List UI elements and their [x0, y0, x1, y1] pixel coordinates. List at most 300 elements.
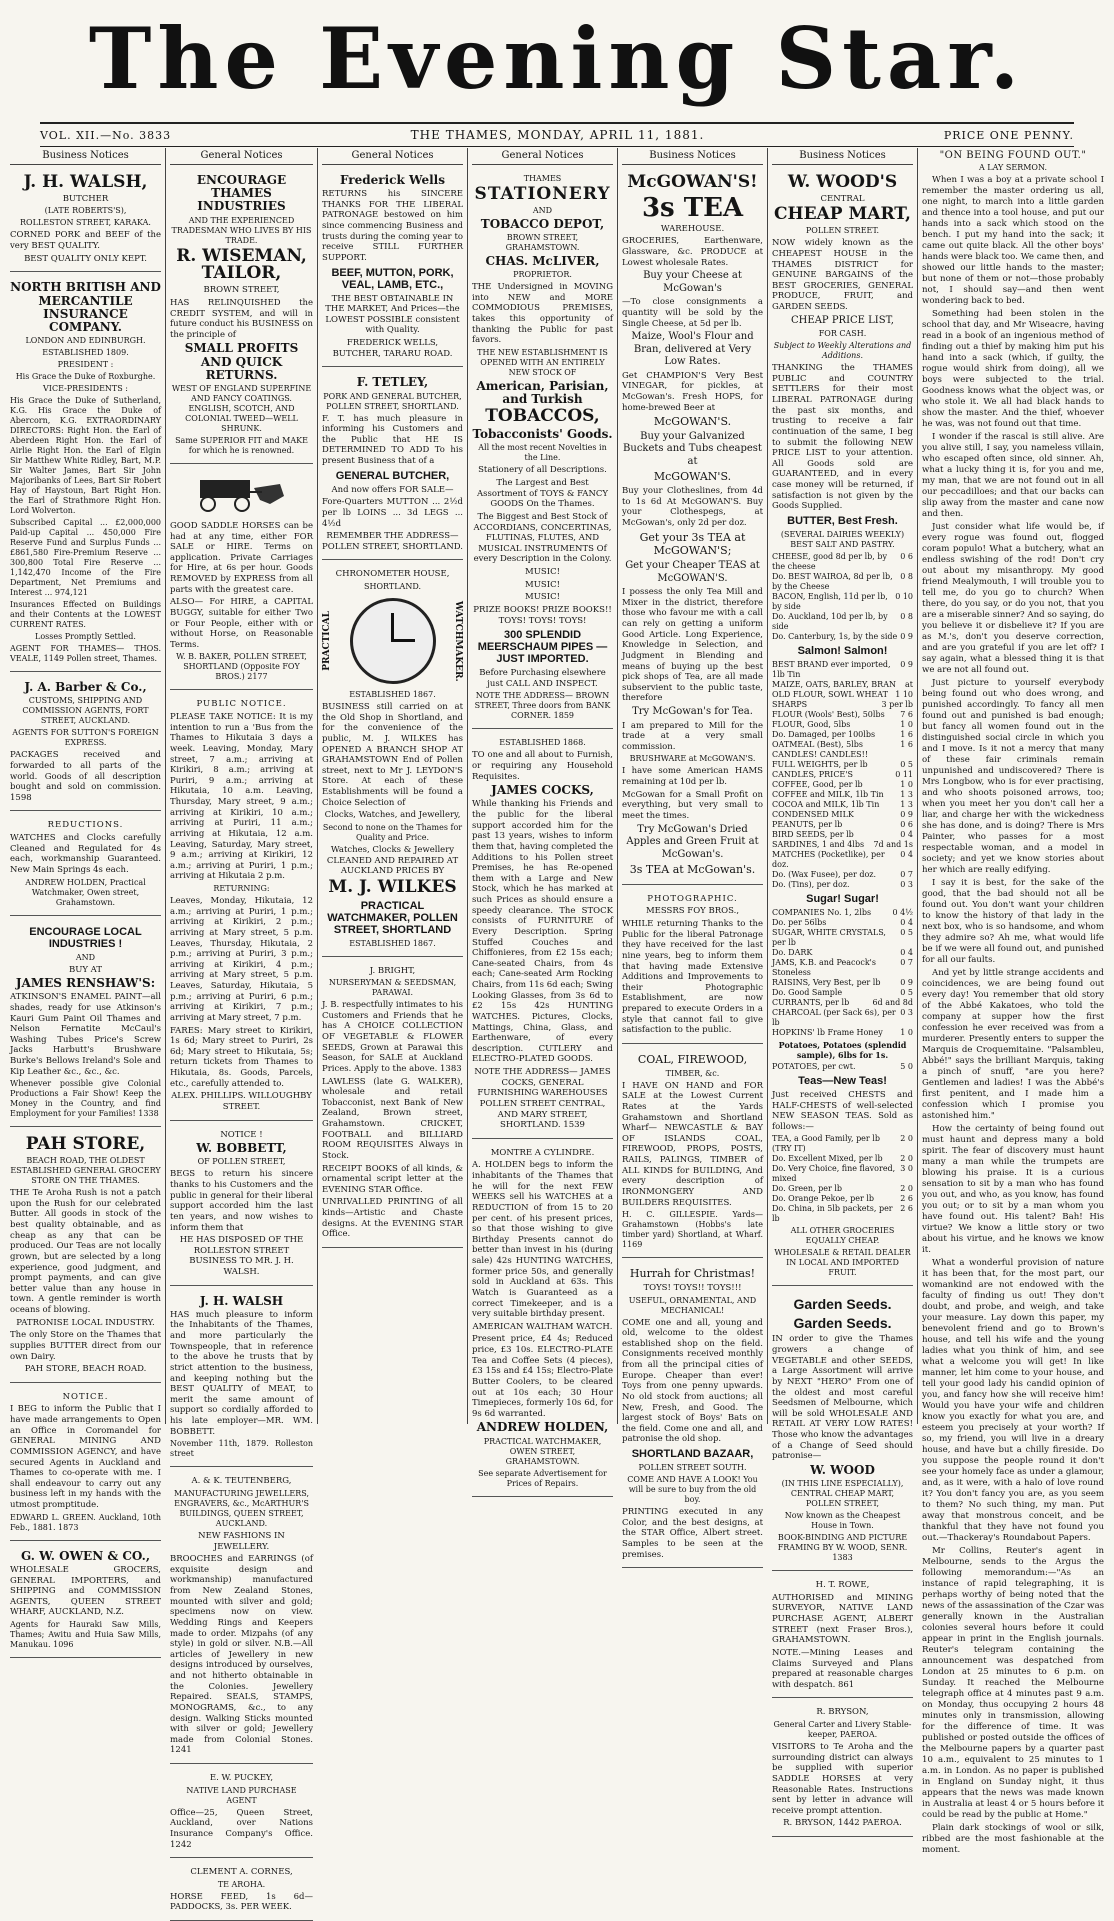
- ad-text: WEST OF ENGLAND SUPERFINE AND FANCY COATINGS. ENGLISH, SCOTCH, AND COLONIAL TWEED—WELL SHRUNK.: [171, 383, 312, 433]
- price-value: 0 4: [900, 917, 913, 927]
- ad-president-label: PRESIDENT :: [57, 360, 114, 370]
- price-row: [772, 830, 913, 840]
- ad-meats: BEEF, MUTTON, PORK, VEAL, LAMB, ETC.,: [331, 266, 454, 291]
- article-paragraph: When I was a boy at a private school I remember the master ordering us all, one night, to march into a little garden and thence into a tool house, and put our hands into a sack which stood on the bench. I put my hand into the sack; it came out quite black. All the other boys' hands were black too. We came then, and showed our little hands to the master; but none of them or not—those probably not, I should say—and then went wondering back to bed.: [922, 175, 1104, 306]
- ad-brush: BRUSHWARE at McGOWAN'S.: [629, 754, 756, 764]
- ad-name: MESSRS FOY BROS.,: [645, 906, 740, 917]
- ad-text: I am prepared to Mill for the trade at a very small commission.: [622, 720, 763, 752]
- ad-title: ENCOURAGE LOCAL INDUSTRIES !: [29, 925, 142, 950]
- ad-sign: EDWARD L. GREEN. Auckland, 10th Feb., 1881. 1873: [10, 1512, 161, 1532]
- ad-sub: TIMBER, &c.: [665, 1068, 720, 1078]
- ad-music: MUSIC!: [525, 567, 560, 577]
- ad-foot: Before Purchasing elsewhere just CALL AND INSPECT.: [479, 668, 606, 689]
- price-row: [772, 660, 913, 680]
- ad-title: McGOWAN'S!: [627, 172, 758, 192]
- ad-text: BUSINESS still carried on at the Old Shop in Shortland, and for the convenience of the public, M. J. WILKES has OPENED A BRANCH SHOP AT GRAHAMSTOWN End of Pollen street, next to Mr J. LEYDON'S Store. At each of these Establishments will be found a Choice Selection of: [322, 702, 463, 808]
- ad-owen: [10, 1545, 161, 1658]
- price-value: 0 7: [900, 957, 913, 967]
- ad-text: THE BEST OBTAINABLE IN THE MARKET, And Prices—the LOWEST POSSIBLE consistent with Quality.: [325, 293, 460, 336]
- ad-sub: SHORTLAND.: [364, 582, 421, 591]
- price-value: 0 6: [900, 551, 913, 561]
- ad-title: H. T. ROWE,: [815, 1580, 870, 1591]
- ad-capital: Subscribed Capital ... £2,000,000 Paid-up Capital ... 450,000 Fire Reserve Fund and Surplus Funds ... £861,580 Fire-Premium Reserve ... 300,800 Total Fire Reserve ... 1,142,470 Income of the Fire Department, Net Premiums and Interest ... 974,121: [10, 518, 161, 598]
- article-paragraph: Mr Collins, Reuter's agent in Melbourne, sends to the Argus the following memorandum:—"As an instance of rapid telegraphing, it is perhaps worthy of being noted that the news of the assassination of the Czar was generally known in the Australian colonies several hours before it could appear in print in the English journals. Reuter's telegram containing the announcement was despatched from London at 25 minutes to 6 p.m. on Sunday. It reached the Melbourne telegraph office at 4 minutes past 9 a.m. on Monday, thus occupying 2 hours 48 minutes only in transmission, allowing for the difference of time. It was published or posted outside the offices of the Melbourne papers by a quarter past 10 a.m., equivalent to 25 minutes to 1 a.m. in London. As no paper is published in England on Sunday night, it thus appears that the news was made known in Australia at least 4 or 5 hours before it could be read by the public at Home.": [922, 1546, 1104, 1820]
- volume-number: VOL. XII.—No. 3833: [40, 128, 172, 142]
- ad-walsh-2: [170, 1290, 313, 1468]
- price-value: 0 4: [900, 947, 913, 957]
- masthead: [0, 0, 1114, 118]
- price-row: [772, 730, 913, 740]
- price-value: 1 0: [900, 1027, 913, 1037]
- ad-text: HAS much pleasure to inform the Inhabitants of the Thames, and more particularly the Townspeople, that in reference to the above he trusts that by strict attention to the business, and keeping nothing but the BEST QUALITY of MEAT, to merit the same amount of support so cordially afforded to his late employer—MR. WM. BOBBETT.: [170, 1309, 313, 1437]
- price-row: [772, 1062, 913, 1072]
- ad-wood-mart: [772, 169, 913, 1286]
- ad-subj: Subject to Weekly Alterations and Additions.: [773, 341, 912, 361]
- ad-title: MONTRE A CYLINDRE.: [490, 1147, 595, 1158]
- ad-text: Second to none on the Thames for Quality and Price.: [322, 822, 463, 842]
- ad-trade: BUTCHER: [62, 193, 109, 204]
- ad-text: BEST QUALITY ONLY KEPT.: [24, 253, 147, 264]
- ad-text: VISITORS to Te Aroha and the surrounding district can always be supplied with superior SADDLE HORSES at very Reasonable Rates. Instructions sent by letter in advance will receive prompt attention.: [772, 1742, 913, 1816]
- article-paragraph: Just consider what life would be, if every rogue was found out, flogged coram populo! What a butchery, what an endless swishing of the rod! Don't cry out about my misanthropy. My good friend Mealymouth, I will trouble you to tell me, do you go to church? When there, do you say, or do you not, that you are a miserable sinner? And so saying, do you believe it or disbelieve it? If you are as M.'s, don't you deserve correction, and are you grateful if you are let off? I say again, what a blessed thing it is that we are not all found out.: [922, 522, 1104, 675]
- ad-daily: (SEVERAL DAIRIES WEEKLY) BEST SALT AND PASTRY.: [780, 529, 905, 549]
- ad-prop: PROPRIETOR.: [513, 270, 572, 280]
- ad-est: ESTABLISHED 1867.: [349, 690, 436, 699]
- price-row: [772, 988, 913, 998]
- price-row: [772, 680, 913, 690]
- price-item: Do. Auckland, 10d per lb, by side: [772, 611, 888, 631]
- price-row: [772, 1008, 913, 1028]
- ad-amer: AMERICAN WALTHAM WATCH.: [472, 1321, 613, 1332]
- clock-hand: [391, 613, 394, 641]
- ad-wiseman: [170, 169, 313, 464]
- ad-sale: And now offers FOR SALE—: [331, 484, 454, 495]
- ad-buy: BUY AT: [68, 964, 103, 975]
- price-value: 3 per lb: [881, 699, 913, 709]
- ad-text: While thanking his Friends and the public for the liberal support accorded him for the past 13 years, wishes to inform them that, having completed the Additions to his Pollen street Premises, he has Re-opened them with a Large and New Stock, which he has marked at such Prices as should ensure a speedy clearance. The STOCK consists of FURNITURE of Every Description. Spring Stuffed Couches and Chiffonieres, from £2 15s each; Cane-seated Chairs, from 4s each; Cane-seated Arm Rocking Chairs, from 11s 6d each; Swing Looking Glasses, from 3s 6d to £2 15s 42s HUNTING WATCHES. Pictures, Clocks, Mattings, China, Glass, and Earthenware, of every description. CUTLERY and ELECTRO-PLATED GOODS.: [472, 799, 613, 1065]
- ad-sub: NURSERYMAN & SEEDSMAN, PARAWAI.: [328, 978, 457, 998]
- price-item: FULL WEIGHTS, per lb: [772, 759, 868, 769]
- ad-place: LONDON AND EDINBURGH.: [25, 336, 146, 346]
- ad-sub: USEFUL, ORNAMENTAL, AND MECHANICAL!: [628, 1295, 757, 1315]
- ad-losses: Losses Promptly Settled.: [35, 632, 136, 642]
- ad-garden-seeds: [772, 1290, 913, 1571]
- ad-wells: [322, 169, 463, 367]
- ad-text: HAS RELINQUISHED the CREDIT SYSTEM, and will in future conduct his BUSINESS on the principle of: [170, 297, 313, 340]
- price-row: [772, 948, 913, 958]
- ad-name: W. BOBBETT,: [196, 1141, 287, 1156]
- price-list-1: [772, 552, 913, 642]
- price-item: PEANUTS, per lb: [772, 819, 843, 829]
- ad-est: ESTABLISHED 1867.: [349, 938, 436, 948]
- ad-text: COME one and all, young and old, welcome to the oldest established shop on the field. Consignments received monthly from all the principal cities of Europe. Cheaper than ever! Toys from one penny upwards. No old stock from auctions; all New, Fresh, and Good. The largest stock of Boys' Bats on the field. Come one and all, and patronise the old shop.: [622, 1317, 763, 1445]
- ad-agents: AGENTS FOR SUTTON'S FOREIGN EXPRESS.: [12, 728, 159, 748]
- price-value: 2 6: [900, 1204, 913, 1214]
- price-row: [772, 740, 913, 750]
- ad-title: Frederick Wells: [340, 173, 445, 187]
- ad-title: PAH STORE,: [25, 1134, 146, 1155]
- ad-sign: W. B. BAKER, POLLEN STREET, SHORTLAND (Opposite FOY BROS.) 2177: [176, 652, 307, 682]
- ad-butter: BUTTER, Best Fresh.: [787, 514, 898, 527]
- ad-pah-store: [10, 1131, 161, 1382]
- column-heading: General Notices: [322, 148, 463, 165]
- ad-sub: PRACTICAL WATCHMAKER, POLLEN STREET, SHORTLAND: [327, 899, 458, 936]
- ad-title: STATIONERY: [474, 184, 611, 204]
- ad-wholesale: WHOLESALE & RETAIL DEALER IN LOCAL AND IMPORTED FRUIT.: [774, 1248, 911, 1278]
- ad-text: Buy your Clotheslines, from 4d to 1s 6d At McGOWAN'S. Buy your Clothespegs, at McGowan's, only 2d per doz.: [622, 486, 763, 529]
- price-item: BACON, English, 11d per lb, by side: [772, 591, 888, 611]
- ad-title: Garden Seeds.: [793, 1315, 892, 1332]
- ad-music: MUSIC!: [525, 579, 560, 590]
- price-row: [772, 800, 913, 810]
- column-1: [6, 148, 166, 1649]
- price-row: [772, 770, 913, 780]
- ad-bind: BOOK-BINDING AND PICTURE FRAMING BY W. WOOD, SENR. 1383: [777, 1533, 908, 1563]
- ad-name: McGOWAN'S.: [653, 470, 732, 484]
- price-value: 6d and 8d: [872, 997, 913, 1007]
- price-value: 0 5: [900, 759, 913, 769]
- ad-foot: Same SUPERIOR FIT and MAKE for which he is renowned.: [175, 435, 308, 455]
- ad-tea-3s: Get your 3s TEA at McGOWAN'S;: [639, 530, 746, 558]
- price-row: [772, 978, 913, 988]
- price-row: [772, 1204, 913, 1224]
- price-list-5: [772, 1134, 913, 1224]
- ad-title: NOTICE !: [220, 1129, 263, 1140]
- article-subtitle: A LAY SERMON.: [978, 163, 1048, 172]
- coach-illustration: [170, 474, 290, 512]
- price-item: Do. Good Sample: [772, 987, 843, 997]
- ad-ware: WAREHOUSE.: [660, 223, 725, 234]
- price-row: [772, 632, 913, 642]
- article-paragraph: Just picture to yourself everybody being found out who does wrong, and punished accordingly. To fancy all men found out and punished is bad enough; but fancy all women found out in the distinguished social circle in which you and I move. Is it not a mercy that many of these fair criminals remain unpunished and undiscovered? There is Mrs Longbow, who is for ever practising, and who shoots poisoned arrows, too; when you meet her you don't call her a liar, and charge her with the wickedness she has done, and is doing? There is Mrs Painter, who passes for a most respectable woman, and a model in society; and yet we know stories about her which are really edifying.: [922, 678, 1104, 875]
- ad-name: W. WOOD: [810, 1462, 875, 1477]
- price-row: [772, 880, 913, 890]
- article-paragraph: And yet by little strange accidents and coincidences, we are being found out every day! You remember that old story of the Abbé Kakatoes, who told the company at supper how the first confession he ever received was from a murderer. Presently enters to supper the Marquis de Croquemitaine. "Palsambleu, Abbé!" says the brilliant Marquis, taking a pinch of snuff, "are you here? Gentlemen and ladies! I was the Abbé's first penitent, and I made him a confession which I promise you astonished him.": [922, 968, 1104, 1121]
- ad-text: A. HOLDEN begs to inform the inhabitants of the Thames that he will for the next FEW WEEKS sell his WATCHES at a REDUCTION of from 15 to 20 per cent. of his present prices, so that those wishing to give Birthday Presents cannot do better than invest in his (during sale) 42s HUNTING WATCHES, former price 50s, and generally sold in Auckland at 63s. This Watch is Guaranteed as a correct Timekeeper, and is a very suitable birthday present.: [472, 1160, 613, 1320]
- ad-text: Get CHAMPION'S Very Best VINEGAR, for pickles, at McGowan's. Fresh HOPS, for home-brewed Beer at: [622, 370, 763, 413]
- price-row: [772, 710, 913, 720]
- article-paragraph: Something had been stolen in the school that day, and Mr Wiseacre, having read in a book of an ingenious method of finding out a thief by making him put his hand into a sack (which, if guilty, the rogue would shirk from doing), all we boys were subjected to the trial. Goodness knows what the object was, or who stole it. We all had black hands to show the master. And the thief, whoever he was, was not found out that time.: [922, 309, 1104, 429]
- ad-text: WHOLESALE GROCERS, GENERAL IMPORTERS, and SHIPPING and COMMISSION AGENTS, QUEEN STREET WHARF, AUCKLAND, N.Z.: [10, 1564, 161, 1618]
- price-value: 7d and 1s: [873, 839, 913, 849]
- ad-title: J. H. WALSH,: [23, 172, 148, 192]
- price-item: CANDLES! CANDLES!!: [772, 749, 869, 759]
- ad-bryson: [772, 1702, 913, 1837]
- ad-name: JAMES RENSHAW'S:: [15, 976, 156, 991]
- price-item: Do. Damaged, per 100lbs: [772, 729, 876, 739]
- ad-address: POLLEN STREET SOUTH.: [638, 1463, 747, 1473]
- ad-text: F. T. has much pleasure in informing his Customers and the Public that HE IS DETERMINED TO ADD To his present Business that of a: [322, 413, 463, 466]
- ad-toys: TOYS! TOYS!! TOYS!!!: [643, 1282, 742, 1293]
- place-date: THE THAMES, MONDAY, APRIL 11, 1881.: [410, 128, 705, 142]
- price-row: [772, 820, 913, 830]
- price-value: at: [905, 679, 913, 689]
- price-value: 2 0: [900, 1184, 913, 1194]
- ad-text: WHILE returning Thanks to the Public for the liberal Patronage they have received for the last nine years, beg to inform them that having made Extensive Additions and Improvements to their Photographic Establishment, are now prepared to execute Orders in a style that cannot fail to give satisfaction to the public.: [622, 919, 763, 1036]
- ad-name: CHAS. McLIVER,: [485, 254, 600, 269]
- price-value: 1 3: [900, 799, 913, 809]
- ad-rowe: [772, 1575, 913, 1698]
- ad-text: IN order to give the Thames growers a change of VEGETABLE and other SEEDS, a Large Assortment will arrive by NEXT "HERO" From one of the oldest and most careful Seedsmen of Melbourne, which will be sold WHOLESALE AND RETAIL AT VERY LOW RATES! Those who know the advantages of a Change of Seed should patronise—: [772, 1334, 913, 1462]
- price-row: [772, 1194, 913, 1204]
- ad-sign: R. BRYSON, 1442 PAEROA.: [783, 1818, 902, 1829]
- column-heading: General Notices: [170, 148, 313, 165]
- ad-mcliver: [472, 169, 613, 729]
- ad-title: R. BRYSON,: [816, 1707, 869, 1718]
- ad-street: BROWN STREET,: [203, 285, 280, 296]
- price-row: [772, 1184, 913, 1194]
- ad-potatoes: Potatoes, Potatoes (splendid sample), 6lbs for 1s.: [778, 1039, 907, 1060]
- price-row: [772, 790, 913, 800]
- price-value: 0 9: [900, 631, 913, 641]
- ad-sub: General Carter and Livery Stable-keeper, PAEROA.: [773, 1720, 912, 1739]
- ad-title: F. TETLEY,: [356, 375, 429, 390]
- ad-sub: PRACTICAL WATCHMAKER, OWEN STREET, GRAHAMSTOWN.: [483, 1436, 602, 1466]
- price-row: [772, 958, 913, 978]
- ad-foot: NOTE THE ADDRESS— JAMES COCKS, GENERAL FURNISHING WAREHOUSES POLLEN STREET CENTRAL, AND MARY STREET, SHORTLAND. 1539: [474, 1067, 611, 1131]
- ad-text: NOW widely known as the CHEAPEST HOUSE in the THAMES DISTRICT for GENUINE BARGAINS of the BEST GROCERIES, GENERAL PRODUCE, FRUIT, and GARDEN SEEDS.: [772, 238, 913, 313]
- price-item: Do. Excellent Mixed, per lb: [772, 1154, 883, 1164]
- ad-goods: American, Parisian, and Turkish: [476, 378, 609, 407]
- price-value: 0 8: [900, 611, 913, 621]
- ad-text: —To close consignments a quantity will be sold by the Single Cheese, at 5d per lb.: [622, 297, 763, 329]
- ad-list: CHEAP PRICE LIST,: [791, 314, 894, 326]
- column-heading: Business Notices: [622, 148, 763, 165]
- price-list-3: [772, 908, 913, 1038]
- price-row: [772, 690, 913, 700]
- price-item: COFFEE, Good, per lb: [772, 779, 863, 789]
- ad-name: SHORTLAND BAZAAR,: [631, 1448, 754, 1461]
- clock-hand: [391, 639, 415, 642]
- price-row: [772, 760, 913, 770]
- price-item: TEA, a Good Family, per lb (TRY IT): [772, 1134, 880, 1154]
- ad-pre: THAMES: [523, 174, 562, 183]
- ad-street: POLLEN STREET.: [805, 226, 880, 236]
- price-value: 1 3: [900, 789, 913, 799]
- price-item: Do. (Tins), per doz.: [772, 879, 850, 889]
- ad-text: BROOCHES and EARRINGS (of exquisite design and workmanship) manufactured from New Zealand Stones, mounted with silver and gold; specimens now on view. Wedding Rings and Keepers made to order. Mizpahs (of any style) in gold or silver. N.B.—All articles of Jewellery in new designs introduced by ourselves, and not hitherto obtainable in the Colonies. Jewellery Repaired. SEALS, STAMPS, MONOGRAMS, &c., to any design. Walking Sticks mounted with silver or gold; Jewellery made from Colonial Stones. 1241: [170, 1554, 313, 1756]
- ad-pipes: 300 SPLENDID MEERSCHAUM PIPES —JUST IMPORTED.: [477, 629, 608, 666]
- price-item: POTATOES, per cwt.: [772, 1061, 856, 1071]
- ad-christmas: [622, 1262, 763, 1568]
- ad-sign: FREDERICK WELLS, BUTCHER, TARARU ROAD.: [332, 338, 453, 359]
- price-item: SARDINES, 1 and 4lbs: [772, 839, 865, 849]
- ad-title: REDUCTIONS.: [47, 820, 124, 831]
- ad-title: CLEMENT A. CORNES,: [190, 1867, 293, 1878]
- price-item: OLD FLOUR, SOWL WHEAT: [772, 689, 888, 699]
- ad-teutenberg: [170, 1471, 313, 1764]
- ad-title: NORTH BRITISH AND MERCANTILE INSURANCE COMPANY.: [10, 280, 161, 334]
- price-value: 0 10: [895, 591, 913, 601]
- ad-cash: FOR CASH.: [818, 329, 867, 339]
- price-row: [772, 840, 913, 850]
- ad-title: Garden Seeds.: [793, 1296, 892, 1313]
- price-value: 0 4½: [892, 907, 913, 917]
- ad-title: A. & K. TEUTENBERG,: [191, 1476, 292, 1487]
- article-paragraph: I wonder if the rascal is still alive. Are you alive still, I say, you nameless villain, who escaped often since, old sinner. Ah, what a lucky thing it is, for you and me, my man, that we are not found out in all our peccadilloes; and that our backs can slip away from the master and cane now and then.: [922, 432, 1104, 519]
- ad-foot: See separate Advertisement for Prices of Repairs.: [478, 1468, 607, 1488]
- column-2: [166, 148, 318, 1913]
- ad-text: RECEIPT BOOKS of all kinds, & ornamental script letter at the EVENING STAR Office.: [322, 1163, 463, 1195]
- ad-sign: H. C. GILLESPIE. Yards—Grahamstown (Hobbs's late timber yard) Shortland, at Wharf. 1169: [622, 1210, 763, 1250]
- column-4: [468, 148, 618, 1488]
- ad-text: HORSE FEED, 1s 6d—PADDOCKS, 3s. PER WEEK.: [170, 1891, 313, 1913]
- ad-text: J. B. respectfully intimates to his Customers and Friends that he has A CHOICE COLLECTION OF VEGETABLE & FLOWER SEEDS, Grown at Parawai this Season, for SALE at Auckland Prices. Apply to the above. 1383: [322, 1000, 463, 1074]
- price-row: [772, 1028, 913, 1038]
- ad-insurance: [10, 276, 161, 672]
- price-row: [772, 592, 913, 612]
- ad-coal: [622, 1048, 763, 1258]
- ad-text: Just received CHESTS and HALF-CHESTS of well-selected NEW SEASON TEAS. Sold as follows:—: [772, 1089, 913, 1132]
- ad-sub: TOBACCO DEPOT,: [480, 216, 605, 231]
- price-row: [772, 918, 913, 928]
- price-value: 2 0: [900, 1154, 913, 1164]
- ad-text: FARES: Mary street to Kirikiri, 1s 6d; Mary street to Puriri, 2s 6d; Mary street to Hikutaia, 5s; return tickets from Thames to Hikutaia, 8s. Goods, Parcels, etc., carefully attended to.: [170, 1025, 313, 1089]
- price-row: [772, 908, 913, 918]
- ad-holden: [472, 1143, 613, 1497]
- ad-sub: TE AROHA.: [217, 1879, 266, 1889]
- price: PRICE ONE PENNY.: [943, 128, 1074, 142]
- ad-text: I BEG to inform the Public that I have made arrangements to Open an Office in Coromandel for GENERAL MINING AND COMMISSION AGENCY, and have secured Agents in Auckland and Thames to co-operate with me. I shall endeavour to carry out any business left in my hands with the utmost promptitude.: [10, 1404, 161, 1511]
- article-paragraph: What a wonderful provision of nature it has been that, for the most part, our womankind are not endowed with the faculty of finding us out! They don't doubt, and probe, and weigh, and take your measure. Lay down this paper, my benevolent friend and go to Brown's house, and tell his wife and the young ladies what you think of him, and see what a welcome you will get! In like manner, let him come to your house, and tell your good lady his candid opinion of you, and fancy how she will receive him! Would you have your wife and children know you exactly for what you are, and esteem you precisely at your worth? If so, my friend, you will live in a dreary house, and have but a chilly fireside. Do you suppose the people round it don't see your homely face as under a glamour, and, as it were, with a halo of love round it? You don't fancy you are, as you seem to them? No such thing, my man. Put away that monstrous conceit, and be thankful that they have not found you out.—Thackeray's Roundabout Papers.: [922, 1258, 1104, 1543]
- price-item: FLOUR, Good, 5lbs: [772, 719, 851, 729]
- ad-photographic: [622, 889, 763, 1044]
- ad-text: THANKING the THAMES PUBLIC and COUNTRY SETTLERS for their most LIBERAL PATRONAGE during the past six months, and trusting to receive a fair continuation of the same, I beg to submit the following NEW PRICE LIST to your attention. All Goods sold are GUARANTEED, and in every case money will be returned, if satisfaction is not given by the Goods Supplied.: [772, 363, 913, 512]
- ad-foot: Agents for Hauraki Saw Mills, Thames; Awitu and Huia Saw Mills, Manukau. 1096: [10, 1620, 161, 1649]
- price-value: 0 4: [900, 829, 913, 839]
- ad-title: COAL, FIREWOOD,: [637, 1052, 748, 1066]
- clock-illustration: [350, 598, 436, 684]
- price-row: [772, 720, 913, 730]
- article-body: [922, 175, 1104, 1856]
- ad-foot: Now known as the Cheapest House in Town.: [784, 1511, 901, 1531]
- ad-mart: CHEAP MART,: [774, 204, 911, 225]
- ad-text: MANUFACTURING JEWELLERS, ENGRAVERS, &c., McARTHUR'S BUILDINGS, QUEEN STREET, AUCKLAND.: [174, 1488, 309, 1528]
- ad-title: J. A. Barber & Co.,: [24, 680, 147, 695]
- ad-cheaper: Get your Cheaper TEAS at McGOWAN'S.: [625, 560, 760, 584]
- ad-text: BEGS to return his sincere thanks to his Customers and the public in general for their liberal support accorded him the last ten years, and now wishes to inform them that: [170, 1169, 313, 1233]
- ad-title: E. W. PUCKEY,: [209, 1773, 274, 1784]
- price-value: 0 9: [900, 977, 913, 987]
- price-row: [772, 928, 913, 948]
- ad-baker: [170, 468, 313, 691]
- ad-title: Hurrah for Christmas!: [629, 1267, 756, 1281]
- price-item: COCOA and MILK, 1lb Tin: [772, 799, 880, 809]
- ad-instruments: The Biggest and Best Stock of ACCORDIANS, CONCERTINAS, FLUTINAS, FLUTES, AND MUSICAL INSTRUMENTS Of every Description in the Colony.: [473, 511, 612, 565]
- ad-cocks: [472, 733, 613, 1138]
- price-item: Do. China, in 5lb packets, per lb: [772, 1204, 893, 1224]
- ad-text: All the most recent Novelties in the Line.: [478, 443, 607, 463]
- ad-tob-goods: Tobacconists' Goods.: [472, 427, 613, 442]
- price-item: HOPKINS' lb Frame Honey: [772, 1027, 883, 1037]
- ad-title: NOTICE.: [62, 1391, 109, 1402]
- ad-text: AUTHORISED and MINING SURVEYOR, NATIVE LAND PURCHASE AGENT, ALBERT STREET (next Fraser Bros.), GRAHAMSTOWN.: [772, 1592, 913, 1646]
- ad-teas: Teas—New Teas!: [798, 1074, 887, 1087]
- ad-text: The only Store on the Thames that supplies BUTTER direct from our own Dairy.: [10, 1330, 161, 1362]
- ad-address: NOTE THE ADDRESS— BROWN STREET, Three doors from BANK CORNER. 1859: [474, 691, 611, 721]
- ad-text: PRINTING executed in any Color, and the best designs, at the STAR Office, Albert street. Samples to be seen at the premises.: [622, 1507, 763, 1560]
- dateline: [40, 122, 1074, 147]
- ad-text: NATIVE LAND PURCHASE AGENT: [186, 1785, 297, 1805]
- ad-title: J. BRIGHT,: [369, 965, 416, 976]
- ad-barber: [10, 676, 161, 811]
- price-item: RAISINS, Very Best, per lb: [772, 977, 881, 987]
- ad-est: ESTABLISHED 1809.: [42, 348, 129, 358]
- column-heading: Business Notices: [772, 148, 913, 165]
- ad-tobaccos: TOBACCOS,: [485, 406, 600, 427]
- ad-sub: CUSTOMS, SHIPPING AND COMMISSION AGENTS, FORT STREET, AUCKLAND.: [22, 696, 149, 726]
- price-value: 0 9: [900, 659, 913, 669]
- ad-text: I have some American HAMS remaining at 10d per lb.: [622, 766, 763, 788]
- ad-try: Try McGowan's for Tea.: [632, 706, 753, 718]
- ad-sign: PAH STORE, BEACH ROAD.: [24, 1364, 147, 1375]
- ad-title: CHRONOMETER HOUSE,: [335, 569, 450, 580]
- ad-cheese: Buy your Cheese at McGowan's: [643, 270, 742, 294]
- price-row: [772, 810, 913, 820]
- ad-text: RETURNS his SINCERE THANKS FOR THE LIBERAL PATRONAGE bestowed on him since commencing Business and trusts during the coming year to receive STILL FURTHER SUPPORT.: [322, 189, 463, 263]
- price-item: Do. BEST WAIROA, 8d per lb, by the Cheese: [772, 571, 893, 591]
- price-row: [772, 870, 913, 880]
- price-value: 5 0: [900, 1061, 913, 1071]
- masthead-title: The Evening Star.: [88, 9, 1026, 108]
- column-heading: Business Notices: [10, 148, 161, 165]
- price-item: CHEESE, good 8d per lb, by the cheese: [772, 551, 887, 571]
- price-row: [772, 1134, 913, 1154]
- price-item: Do. Orange Pekoe, per lb: [772, 1194, 875, 1204]
- ad-pre: ENCOURAGE THAMES INDUSTRIES: [196, 173, 287, 214]
- price-value: 0 9: [900, 809, 913, 819]
- ad-buckets: Buy your Galvanized Buckets and Tubs cheapest at: [623, 430, 762, 467]
- ad-title: R. WISEMAN, TAILOR,: [176, 245, 307, 284]
- ad-late: (LATE ROBERTS'S),: [44, 206, 127, 216]
- ad-side-right: WATCHMAKER.: [453, 600, 463, 682]
- price-row: [772, 850, 913, 870]
- ad-name: J. H. WALSH: [199, 1293, 284, 1308]
- ad-sub: NEW FASHIONS IN JEWELLERY.: [198, 1530, 285, 1552]
- price-item: CHARCOAL (per Sack 6s), per lb: [772, 1007, 896, 1027]
- ad-address: BROWN STREET, GRAHAMSTOWN.: [505, 233, 580, 253]
- price-item: BIRD SEEDS, per lb: [772, 829, 854, 839]
- price-item: JAMS, K.B. and Peacock's Stoneless: [772, 957, 876, 977]
- ad-and: AND: [75, 952, 96, 962]
- ad-line: Watches, Clocks & Jewellery CLEANED AND REPAIRED AT AUCKLAND PRICES BY: [326, 844, 459, 877]
- ad-text: PLEASE TAKE NOTICE: It is my intention to run a 'Bus from the Thames to Hikutaia 3 days a week. Leaving, Monday, Mary street, 7 a.m.; arriving at Kirikiri, 8 a.m.; arriving at Puriri, 9 a.m.; arriving at Hikutaia, 10 a.m. Leaving, Thursday, Mary street, 9 a.m.; arriving at Kirikiri, 10 a.m.; arriving at Puriri, 11 a.m.; arriving at Hikutaia, 12 a.m. Leaving, Saturday, Mary street, 9 a.m.; arriving at Kirikiri, 12 a.m.; arriving at Puriri, 1 p.m.; arriving at Hikutaia 2 p.m.: [170, 712, 313, 882]
- ad-walsh: [10, 169, 161, 272]
- ad-tea-3s: 3s TEA at McGowan's.: [629, 863, 756, 877]
- price-item: COFFEE and MILK, 1lb Tin: [772, 789, 884, 799]
- price-item: Do. DARK: [772, 947, 813, 957]
- ad-text: GOOD SADDLE HORSES can be had at any time, either FOR SALE or HIRE. Terms on application. Private Carriages for Hire, at 6s per hour. Goods REMOVED by EXPRESS from all parts with the greatest care.: [170, 520, 313, 595]
- column-7-article: [918, 148, 1108, 1855]
- ad-renshaw: [10, 920, 161, 1128]
- price-row: [772, 750, 913, 760]
- price-value: 0 3: [900, 1007, 913, 1017]
- ad-bobbett: [170, 1125, 313, 1286]
- columns: [6, 148, 1108, 1913]
- price-item: COMPANIES No. 1, 2lbs: [772, 907, 872, 917]
- price-item: OATMEAL (Best), 5lbs: [772, 739, 864, 749]
- price-value: 0 8: [900, 571, 913, 581]
- ad-title: G. W. OWEN & CO.,: [20, 1548, 151, 1563]
- ad-name: M. J. WILKES: [328, 876, 457, 897]
- ad-stationery: Stationery of all Descriptions.: [478, 465, 607, 476]
- ad-prices: Fore-Quarters MUTTON ... 2½d per lb LOINS ... 3d LEGS ... 4½d: [322, 497, 463, 529]
- price-value: 1 0: [900, 779, 913, 789]
- price-value: 2 0: [900, 1134, 913, 1144]
- ad-sub: CENTRAL: [820, 193, 865, 204]
- ad-text: ALSO— For HIRE, a CAPITAL BUGGY, suitable for either Two or Four People, either with or without Horse, on Reasonable Terms.: [170, 597, 313, 650]
- price-row: [772, 572, 913, 592]
